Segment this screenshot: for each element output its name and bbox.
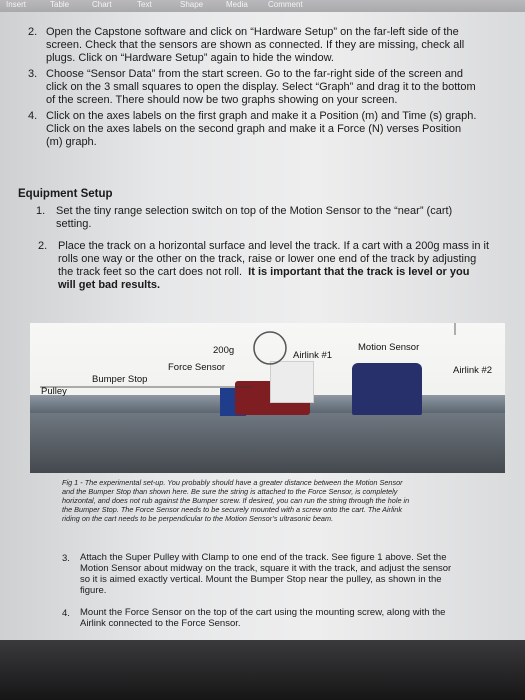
step-text-line: click on the 3 small squares to open the display. Select “Graph” and drag it to the bottom (46, 81, 476, 93)
step-text-line: Set the tiny range selection switch on top of the Motion Sensor to the “near” (cart) (56, 205, 453, 217)
caption-line: horizontal, and does not rub against the Bumper screw. If desired, you can run the string through the hole in (62, 496, 410, 505)
label-airlink-2: Airlink #2 (453, 365, 493, 376)
step-text-line: figure. (80, 585, 107, 596)
figure-caption (62, 478, 502, 523)
toolbar-text[interactable]: Text (137, 0, 152, 9)
string-line (30, 323, 505, 473)
step-text-line: Click on the axes labels on the second graph and make it a Force (N) verses Position (46, 123, 462, 135)
step-text-line: so it is aimed exactly vertical. Mount the Bumper Stop near the pulley, as shown in the (80, 574, 442, 585)
toolbar-shape[interactable]: Shape (180, 0, 204, 9)
step-text-line: Place the track on a horizontal surface and level the track. If a cart with a 200g mass in it (58, 240, 490, 252)
step-text-line: screen. Check that the sensors are shown as connected. If they are missing, check all (46, 39, 465, 51)
label-bumper-stop: Bumper Stop (92, 374, 148, 385)
step-text-line: Attach the Super Pulley with Clamp to one end of the track. See figure 1 above. Set the (80, 552, 447, 563)
label-mass: 200g (213, 345, 235, 356)
step-number: 4. (62, 608, 70, 619)
toolbar-table[interactable]: Table (50, 0, 70, 9)
label-motion-sensor: Motion Sensor (358, 342, 420, 353)
toolbar-media[interactable]: Media (226, 0, 248, 9)
step-text-line: of the screen. There should now be two graphs showing on your screen. (46, 94, 398, 106)
step-number: 2. (28, 26, 38, 38)
step-text-line: Choose “Sensor Data” from the start screen. Go to the far-right side of the screen and (46, 68, 463, 80)
label-pulley: Pulley (41, 386, 67, 397)
toolbar-insert[interactable]: Insert (6, 0, 27, 9)
caption-line: riding on the cart needs to be perpendicular to the Motion Sensor’s ultrasonic beam. (62, 514, 334, 523)
caption-line: the Bumper Stop. The Force Sensor needs to be securely mounted with a screw onto the cart. The Airlink (62, 505, 403, 514)
toolbar-chart[interactable]: Chart (92, 0, 112, 9)
step-number: 1. (36, 205, 46, 217)
setup-photo (30, 323, 505, 473)
step-text-line: (m) graph. (46, 136, 97, 148)
step-number: 3. (62, 553, 70, 564)
step-text-emphasis: will get bad results. (58, 279, 161, 291)
caption-line: and the Bumper Stop than shown here. Be sure the string is attached to the Force Sensor, is completely (62, 487, 398, 496)
app-toolbar (0, 0, 525, 12)
step-text-line: Open the Capstone software and click on “Hardware Setup” on the far-left side of the (46, 26, 459, 38)
step-text-line (58, 266, 469, 279)
step-number: 4. (28, 110, 38, 122)
caption-line: Fig 1 - The experimental set-up. You probably should have a greater distance between the Motion Sensor (62, 478, 403, 487)
step-number: 3. (28, 68, 38, 80)
step-text-line: Airlink connected to the Force Sensor. (80, 618, 241, 629)
step-text-line: rolls one way or the other on the track, raise or lower one end of the track by adjusting (58, 253, 477, 265)
step-number: 2. (38, 240, 48, 252)
step-text-line: plugs. Click on “Hardware Setup” again to hide the window. (46, 52, 334, 64)
toolbar-comment[interactable]: Comment (268, 0, 303, 9)
step-text-line: Mount the Force Sensor on the top of the cart using the mounting screw, along with the (80, 607, 446, 618)
label-airlink-1: Airlink #1 (293, 350, 333, 361)
step-text-line: Click on the axes labels on the first graph and make it a Position (m) and Time (s) graph. (46, 110, 477, 122)
page-bottom-shadow (0, 640, 525, 700)
step-text-line: setting. (56, 218, 92, 230)
label-force-sensor: Force Sensor (168, 362, 226, 373)
section-heading: Equipment Setup (18, 188, 113, 200)
step-text-line: Motion Sensor about midway on the track, square it with the track, and adjust the sensor (80, 563, 452, 574)
step-text-emphasis: It is important that the track is level or you (248, 266, 470, 278)
step-text-plain: the track feet so the cart does not roll. (58, 266, 243, 278)
